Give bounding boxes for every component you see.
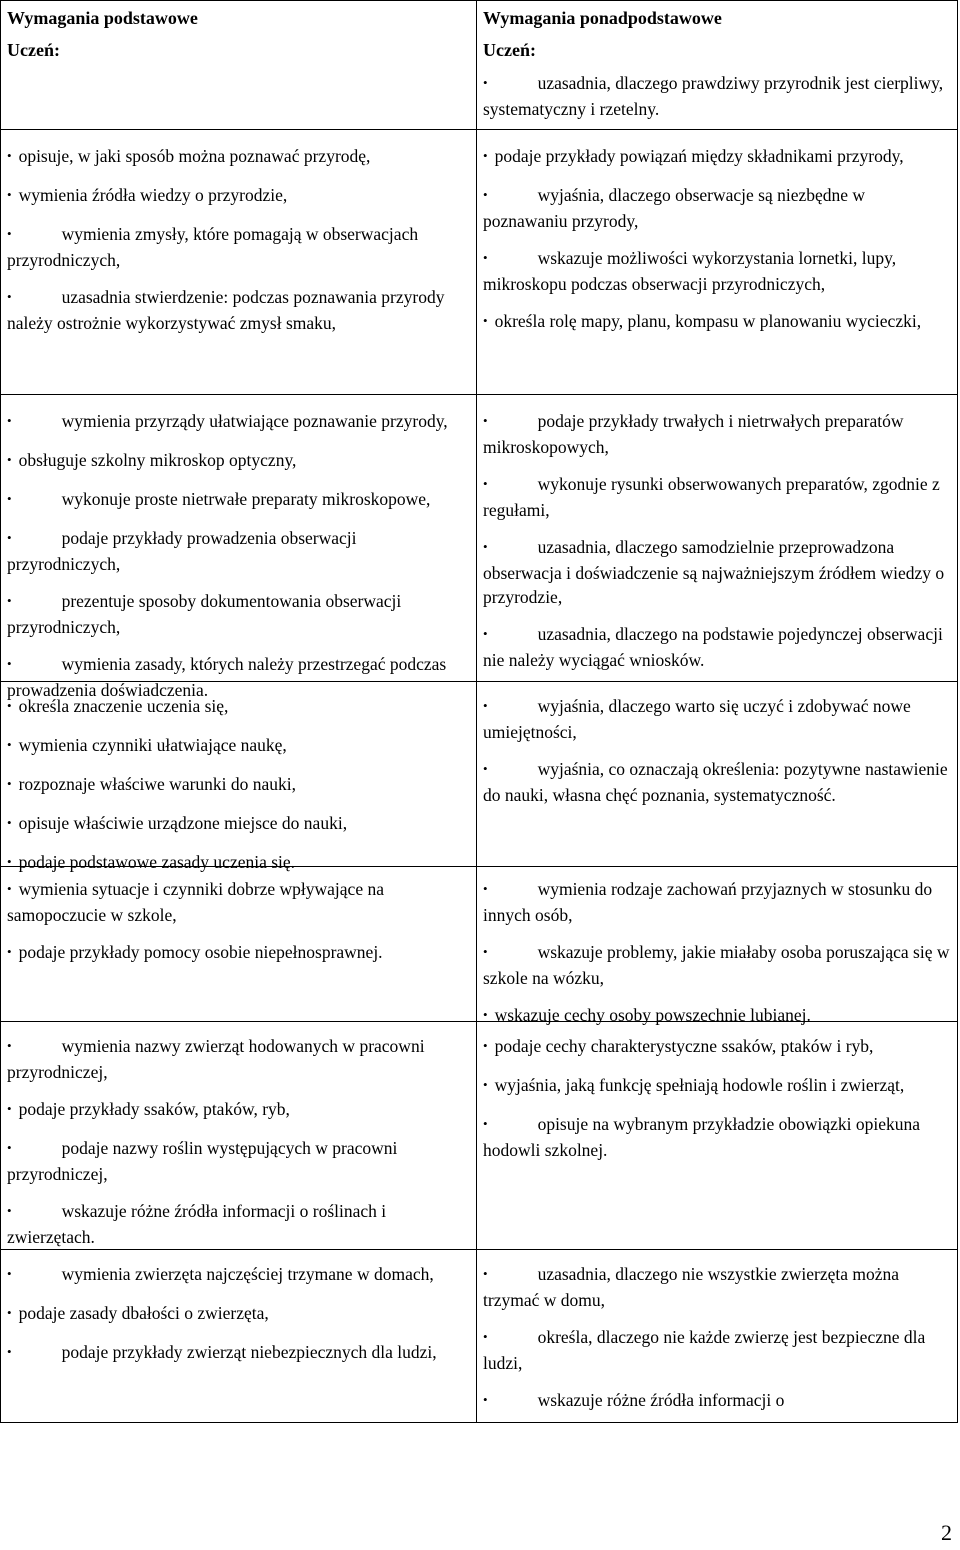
list-item	[7, 222, 470, 272]
header-cell-basic	[1, 1, 477, 129]
list-item	[483, 183, 951, 233]
bullet-icon: •	[7, 413, 12, 428]
item-text: opisuje, w jaki sposób można poznawać przyrodę,	[18, 146, 371, 166]
item-text: opisuje na wybranym przykładzie obowiązki opiekuna hodowli szkolnej.	[483, 1114, 921, 1160]
list-item	[483, 472, 951, 522]
bullet-icon: •	[7, 881, 12, 896]
item-text: wymienia przyrządy ułatwiające poznawanie przyrody,	[61, 411, 448, 431]
cell-basic	[1, 1250, 477, 1422]
bullet-icon: •	[7, 530, 12, 545]
list-item	[483, 144, 951, 170]
list-item	[483, 246, 951, 296]
item-text: wyjaśnia, jaką funkcję spełniają hodowle roślin i zwierząt,	[494, 1075, 905, 1095]
bullet-icon: •	[483, 75, 488, 90]
item-text: podaje przykłady zwierząt niebezpiecznych dla ludzi,	[61, 1342, 437, 1362]
list-item	[483, 1388, 951, 1414]
list-item	[7, 1136, 470, 1186]
list-item	[483, 309, 951, 335]
cell-advanced	[477, 395, 957, 681]
basic-list	[7, 1262, 470, 1366]
bullet-icon: •	[483, 187, 488, 202]
bullet-icon: •	[483, 944, 488, 959]
column-title-advanced: Wymagania ponadpodstawowe	[483, 8, 722, 28]
bullet-icon: •	[7, 1140, 12, 1155]
list-item	[483, 71, 951, 121]
table-row	[1, 129, 957, 394]
item-text: uzasadnia, dlaczego nie wszystkie zwierzęta można trzymać w domu,	[483, 1264, 900, 1310]
advanced-list	[483, 694, 951, 807]
list-item	[483, 877, 951, 927]
item-text: wskazuje możliwości wykorzystania lornetki, lupy, mikroskopu podczas obserwacji przyrodniczych,	[483, 248, 897, 294]
item-text: określa, dlaczego nie każde zwierzę jest bezpieczne dla ludzi,	[483, 1327, 926, 1373]
bullet-icon: •	[483, 1007, 488, 1022]
bullet-icon: •	[483, 413, 488, 428]
bullet-icon: •	[7, 1203, 12, 1218]
item-text: wymienia zwierzęta najczęściej trzymane w domach,	[61, 1264, 434, 1284]
bullet-icon: •	[483, 881, 488, 896]
list-item	[7, 811, 470, 837]
bullet-icon: •	[7, 593, 12, 608]
bullet-icon: •	[7, 289, 12, 304]
column-subtitle-advanced: Uczeń:	[483, 40, 536, 60]
basic-list	[7, 1034, 470, 1249]
bullet-icon: •	[7, 737, 12, 752]
item-text: wymienia nazwy zwierząt hodowanych w pracowni przyrodniczej,	[7, 1036, 425, 1082]
item-text: podaje podstawowe zasady uczenia się.	[18, 852, 296, 872]
bullet-icon: •	[7, 1266, 12, 1281]
bullet-icon: •	[483, 1077, 488, 1092]
column-subtitle-basic: Uczeń:	[7, 40, 60, 60]
column-title-basic: Wymagania podstawowe	[7, 8, 198, 28]
item-text: uzasadnia, dlaczego prawdziwy przyrodnik jest cierpliwy, systematyczny i rzetelny.	[483, 73, 944, 119]
list-item	[483, 1262, 951, 1312]
bullet-icon: •	[7, 187, 12, 202]
bullet-icon: •	[7, 148, 12, 163]
list-item	[7, 589, 470, 639]
list-item	[7, 877, 470, 927]
cell-basic	[1, 130, 477, 394]
item-text: określa rolę mapy, planu, kompasu w planowaniu wycieczki,	[494, 311, 922, 331]
item-text: określa znaczenie uczenia się,	[18, 696, 229, 716]
advanced-list	[483, 877, 951, 1029]
list-item	[7, 285, 470, 335]
cell-advanced	[477, 1022, 957, 1249]
list-item	[483, 1003, 951, 1029]
list-item	[483, 1112, 951, 1162]
bullet-icon: •	[483, 313, 488, 328]
table-row	[1, 866, 957, 1025]
list-item	[7, 694, 470, 720]
item-text: uzasadnia stwierdzenie: podczas poznawania przyrody należy ostrożnie wykorzystywać zmysł smaku,	[7, 287, 445, 333]
bullet-icon: •	[7, 698, 12, 713]
cell-basic	[1, 867, 477, 1021]
table-body	[1, 129, 957, 1422]
list-item	[7, 448, 470, 474]
list-item	[7, 409, 470, 435]
item-text: uzasadnia, dlaczego na podstawie pojedynczej obserwacji nie należy wyciągać wniosków.	[483, 624, 943, 670]
page-number: 2	[941, 1520, 952, 1545]
list-item	[483, 622, 951, 672]
list-item	[483, 409, 951, 459]
list-item	[483, 1325, 951, 1375]
header-row	[1, 1, 957, 129]
table-row	[1, 394, 957, 700]
bullet-icon: •	[483, 1329, 488, 1344]
basic-list	[7, 694, 470, 876]
bullet-icon: •	[483, 761, 488, 776]
cell-advanced	[477, 1250, 957, 1422]
item-text: podaje przykłady powiązań między składnikami przyrody,	[494, 146, 904, 166]
advanced-list	[483, 144, 951, 335]
bullet-icon: •	[483, 698, 488, 713]
item-text: wykonuje proste nietrwałe preparaty mikroskopowe,	[61, 489, 431, 509]
list-item	[7, 1262, 470, 1288]
bullet-icon: •	[483, 539, 488, 554]
item-text: podaje przykłady trwałych i nietrwałych preparatów mikroskopowych,	[483, 411, 904, 457]
bullet-icon: •	[7, 776, 12, 791]
basic-list	[7, 877, 470, 966]
item-text: podaje cechy charakterystyczne ssaków, ptaków i ryb,	[494, 1036, 874, 1056]
item-text: wyjaśnia, dlaczego obserwacje są niezbędne w poznawaniu przyrody,	[483, 185, 866, 231]
bullet-icon: •	[7, 1101, 12, 1116]
list-item	[7, 183, 470, 209]
list-item	[483, 1073, 951, 1099]
advanced-list	[483, 1262, 951, 1414]
list-item	[7, 940, 470, 966]
basic-list	[7, 409, 470, 702]
header-cell-advanced	[477, 1, 957, 129]
item-text: podaje przykłady pomocy osobie niepełnosprawnej.	[18, 942, 383, 962]
list-item	[7, 144, 470, 170]
advanced-list	[483, 409, 951, 672]
item-text: wskazuje problemy, jakie miałaby osoba poruszająca się w szkole na wózku,	[483, 942, 950, 988]
list-item	[7, 487, 470, 513]
cell-basic	[1, 395, 477, 700]
bullet-icon: •	[7, 1305, 12, 1320]
bullet-icon: •	[483, 626, 488, 641]
list-item	[7, 1301, 470, 1327]
list-item	[7, 733, 470, 759]
item-text: prezentuje sposoby dokumentowania obserwacji przyrodniczych,	[7, 591, 402, 637]
list-item	[7, 1199, 470, 1249]
bullet-icon: •	[483, 1266, 488, 1281]
item-text: wskazuje cechy osoby powszechnie lubianej.	[494, 1005, 811, 1025]
list-item	[7, 1034, 470, 1084]
list-item	[483, 694, 951, 744]
item-text: wykonuje rysunki obserwowanych preparatów, zgodnie z regułami,	[483, 474, 940, 520]
list-item	[483, 757, 951, 807]
advanced-list	[483, 71, 951, 121]
bullet-icon: •	[7, 854, 12, 869]
item-text: wyjaśnia, dlaczego warto się uczyć i zdobywać nowe umiejętności,	[483, 696, 911, 742]
bullet-icon: •	[7, 656, 12, 671]
bullet-icon: •	[483, 1392, 488, 1407]
item-text: wymienia sytuacje i czynniki dobrze wpływające na samopoczucie w szkole,	[7, 879, 384, 925]
list-item	[7, 1340, 470, 1366]
list-item	[7, 1097, 470, 1123]
cell-advanced	[477, 130, 957, 394]
item-text: uzasadnia, dlaczego samodzielnie przeprowadzona obserwacja i doświadczenie są najważniejszym źródłem wiedzy o przyrodzie,	[483, 537, 945, 607]
item-text: wymienia czynniki ułatwiające naukę,	[18, 735, 287, 755]
item-text: wskazuje różne źródła informacji o	[537, 1390, 785, 1410]
advanced-list	[483, 1034, 951, 1162]
item-text: wyjaśnia, co oznaczają określenia: pozytywne nastawienie do nauki, własna chęć poznania, systematyczność.	[483, 759, 948, 805]
item-text: wymienia zasady, których należy przestrzegać podczas prowadzenia doświadczenia.	[7, 654, 447, 700]
item-text: wymienia rodzaje zachowań przyjaznych w stosunku do innych osób,	[483, 879, 933, 925]
cell-advanced	[477, 682, 957, 866]
item-text: podaje przykłady prowadzenia obserwacji przyrodniczych,	[7, 528, 357, 574]
item-text: obsługuje szkolny mikroskop optyczny,	[18, 450, 297, 470]
item-text: wymienia źródła wiedzy o przyrodzie,	[18, 185, 288, 205]
item-text: podaje nazwy roślin występujących w pracowni przyrodniczej,	[7, 1138, 398, 1184]
cell-advanced	[477, 867, 957, 1025]
bullet-icon: •	[483, 148, 488, 163]
table-row	[1, 681, 957, 872]
list-item	[483, 535, 951, 609]
cell-basic	[1, 1022, 477, 1249]
list-item	[7, 850, 470, 876]
item-text: podaje przykłady ssaków, ptaków, ryb,	[18, 1099, 290, 1119]
bullet-icon: •	[483, 476, 488, 491]
bullet-icon: •	[7, 1038, 12, 1053]
list-item	[7, 526, 470, 576]
item-text: rozpoznaje właściwe warunki do nauki,	[18, 774, 297, 794]
list-item	[483, 1034, 951, 1060]
item-text: wymienia zmysły, które pomagają w obserwacjach przyrodniczych,	[7, 224, 419, 270]
table-row	[1, 1249, 957, 1422]
bullet-icon: •	[483, 250, 488, 265]
bullet-icon: •	[7, 1344, 12, 1359]
list-item	[483, 940, 951, 990]
list-item	[7, 772, 470, 798]
item-text: opisuje właściwie urządzone miejsce do nauki,	[18, 813, 348, 833]
bullet-icon: •	[7, 226, 12, 241]
bullet-icon: •	[483, 1038, 488, 1053]
item-text: wskazuje różne źródła informacji o roślinach i zwierzętach.	[7, 1201, 387, 1247]
bullet-icon: •	[483, 1116, 488, 1131]
bullet-icon: •	[7, 452, 12, 467]
bullet-icon: •	[7, 944, 12, 959]
table-row	[1, 1021, 957, 1249]
basic-list	[7, 144, 470, 335]
cell-basic	[1, 682, 477, 872]
bullet-icon: •	[7, 815, 12, 830]
bullet-icon: •	[7, 491, 12, 506]
item-text: podaje zasady dbałości o zwierzęta,	[18, 1303, 269, 1323]
